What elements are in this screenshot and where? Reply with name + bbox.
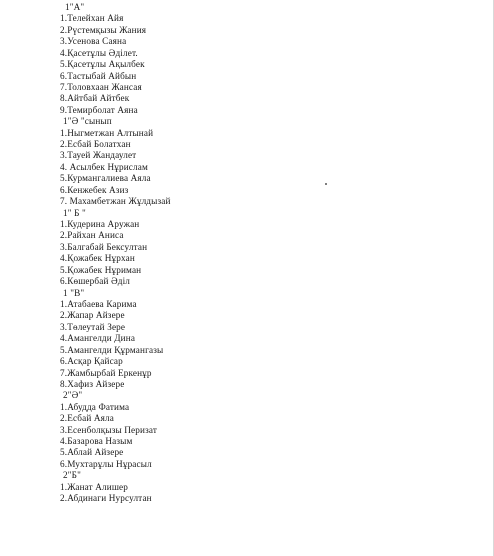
student-entry: 2.Райхан Аниса bbox=[60, 230, 124, 241]
class-student-list bbox=[60, 2, 480, 505]
student-entry: 5.Аблай Айзере bbox=[60, 447, 124, 458]
student-entry: 5.Қожабек Нұриман bbox=[60, 264, 142, 275]
student-entry: 1.Абудда Фатима bbox=[60, 401, 130, 412]
student-entry: 6.Тастыбай Айбын bbox=[60, 70, 137, 81]
student-entry: 8.Хафиз Айзере bbox=[60, 378, 125, 389]
class-heading: 1"Ә "сынып bbox=[63, 116, 112, 127]
student-entry: 4.Амангелди Дина bbox=[60, 333, 136, 344]
student-entry: 6.Кенжебек Азиз bbox=[60, 184, 129, 195]
class-heading: 2"Б" bbox=[63, 470, 81, 481]
scan-speck bbox=[325, 183, 327, 185]
student-entry: 1.Телейхан Айя bbox=[60, 13, 124, 24]
student-entry: 5.Қасетұлы Ақылбек bbox=[60, 59, 145, 70]
student-entry: 2.Жапар Айзере bbox=[60, 310, 125, 321]
student-entry: 5.Амангелди Құрмангазы bbox=[60, 344, 164, 355]
student-entry: 1.Атабаева Карима bbox=[60, 298, 137, 309]
student-entry: 3.Тауей Жандаулет bbox=[60, 150, 137, 161]
student-entry: 5.Курмангалиева Аяла bbox=[60, 173, 151, 184]
class-heading: 2"Ә" bbox=[63, 390, 83, 401]
student-entry: 6.Мухтарұлы Нұрасыл bbox=[60, 458, 152, 469]
student-entry: 7.Жамбырбай Еркенұр bbox=[60, 367, 152, 378]
student-entry: 9.Темирболат Аяна bbox=[60, 104, 138, 115]
student-entry: 7.Толовхаан Жансая bbox=[60, 81, 142, 92]
student-entry: 8.Айтбай Айтбек bbox=[60, 93, 130, 104]
student-entry: 3.Есенболқызы Перизат bbox=[60, 424, 158, 435]
student-entry: 1.Кудерина Аружан bbox=[60, 219, 140, 230]
student-entry: 3.Усенова Саяна bbox=[60, 36, 127, 47]
student-entry: 1.Жанат Алишер bbox=[60, 481, 129, 492]
class-heading: 1 "В" bbox=[63, 287, 85, 298]
class-heading: 1"А" bbox=[65, 2, 85, 12]
student-entry: 6.Көшербай Әділ bbox=[60, 276, 131, 287]
class-heading: 1" Б " bbox=[63, 207, 86, 218]
student-entry: 3.Балгабай Бексултан bbox=[60, 241, 148, 252]
student-entry: 1.Ныгметжан Алтынай bbox=[60, 127, 154, 138]
student-entry: 6.Асқар Қайсар bbox=[60, 356, 123, 367]
student-entry: 4.Қожабек Нұрхан bbox=[60, 253, 135, 264]
student-entry: 7. Махамбетжан Жұлдызай bbox=[60, 196, 171, 207]
student-entry: 2.Абдинаги Нурсултан bbox=[60, 493, 152, 504]
student-entry: 4. Асылбек Нұрислам bbox=[60, 161, 148, 172]
student-entry: 4.Базарова Назым bbox=[60, 436, 133, 447]
student-entry: 3.Төлеутай Зере bbox=[60, 321, 126, 332]
student-entry: 4.Қасетұлы Әділет. bbox=[60, 47, 138, 58]
student-entry: 2.Есбай Аяла bbox=[60, 413, 114, 424]
student-entry: 2.Есбай Болатхан bbox=[60, 139, 131, 150]
student-entry: 2.Рүстемқызы Жания bbox=[60, 24, 147, 35]
